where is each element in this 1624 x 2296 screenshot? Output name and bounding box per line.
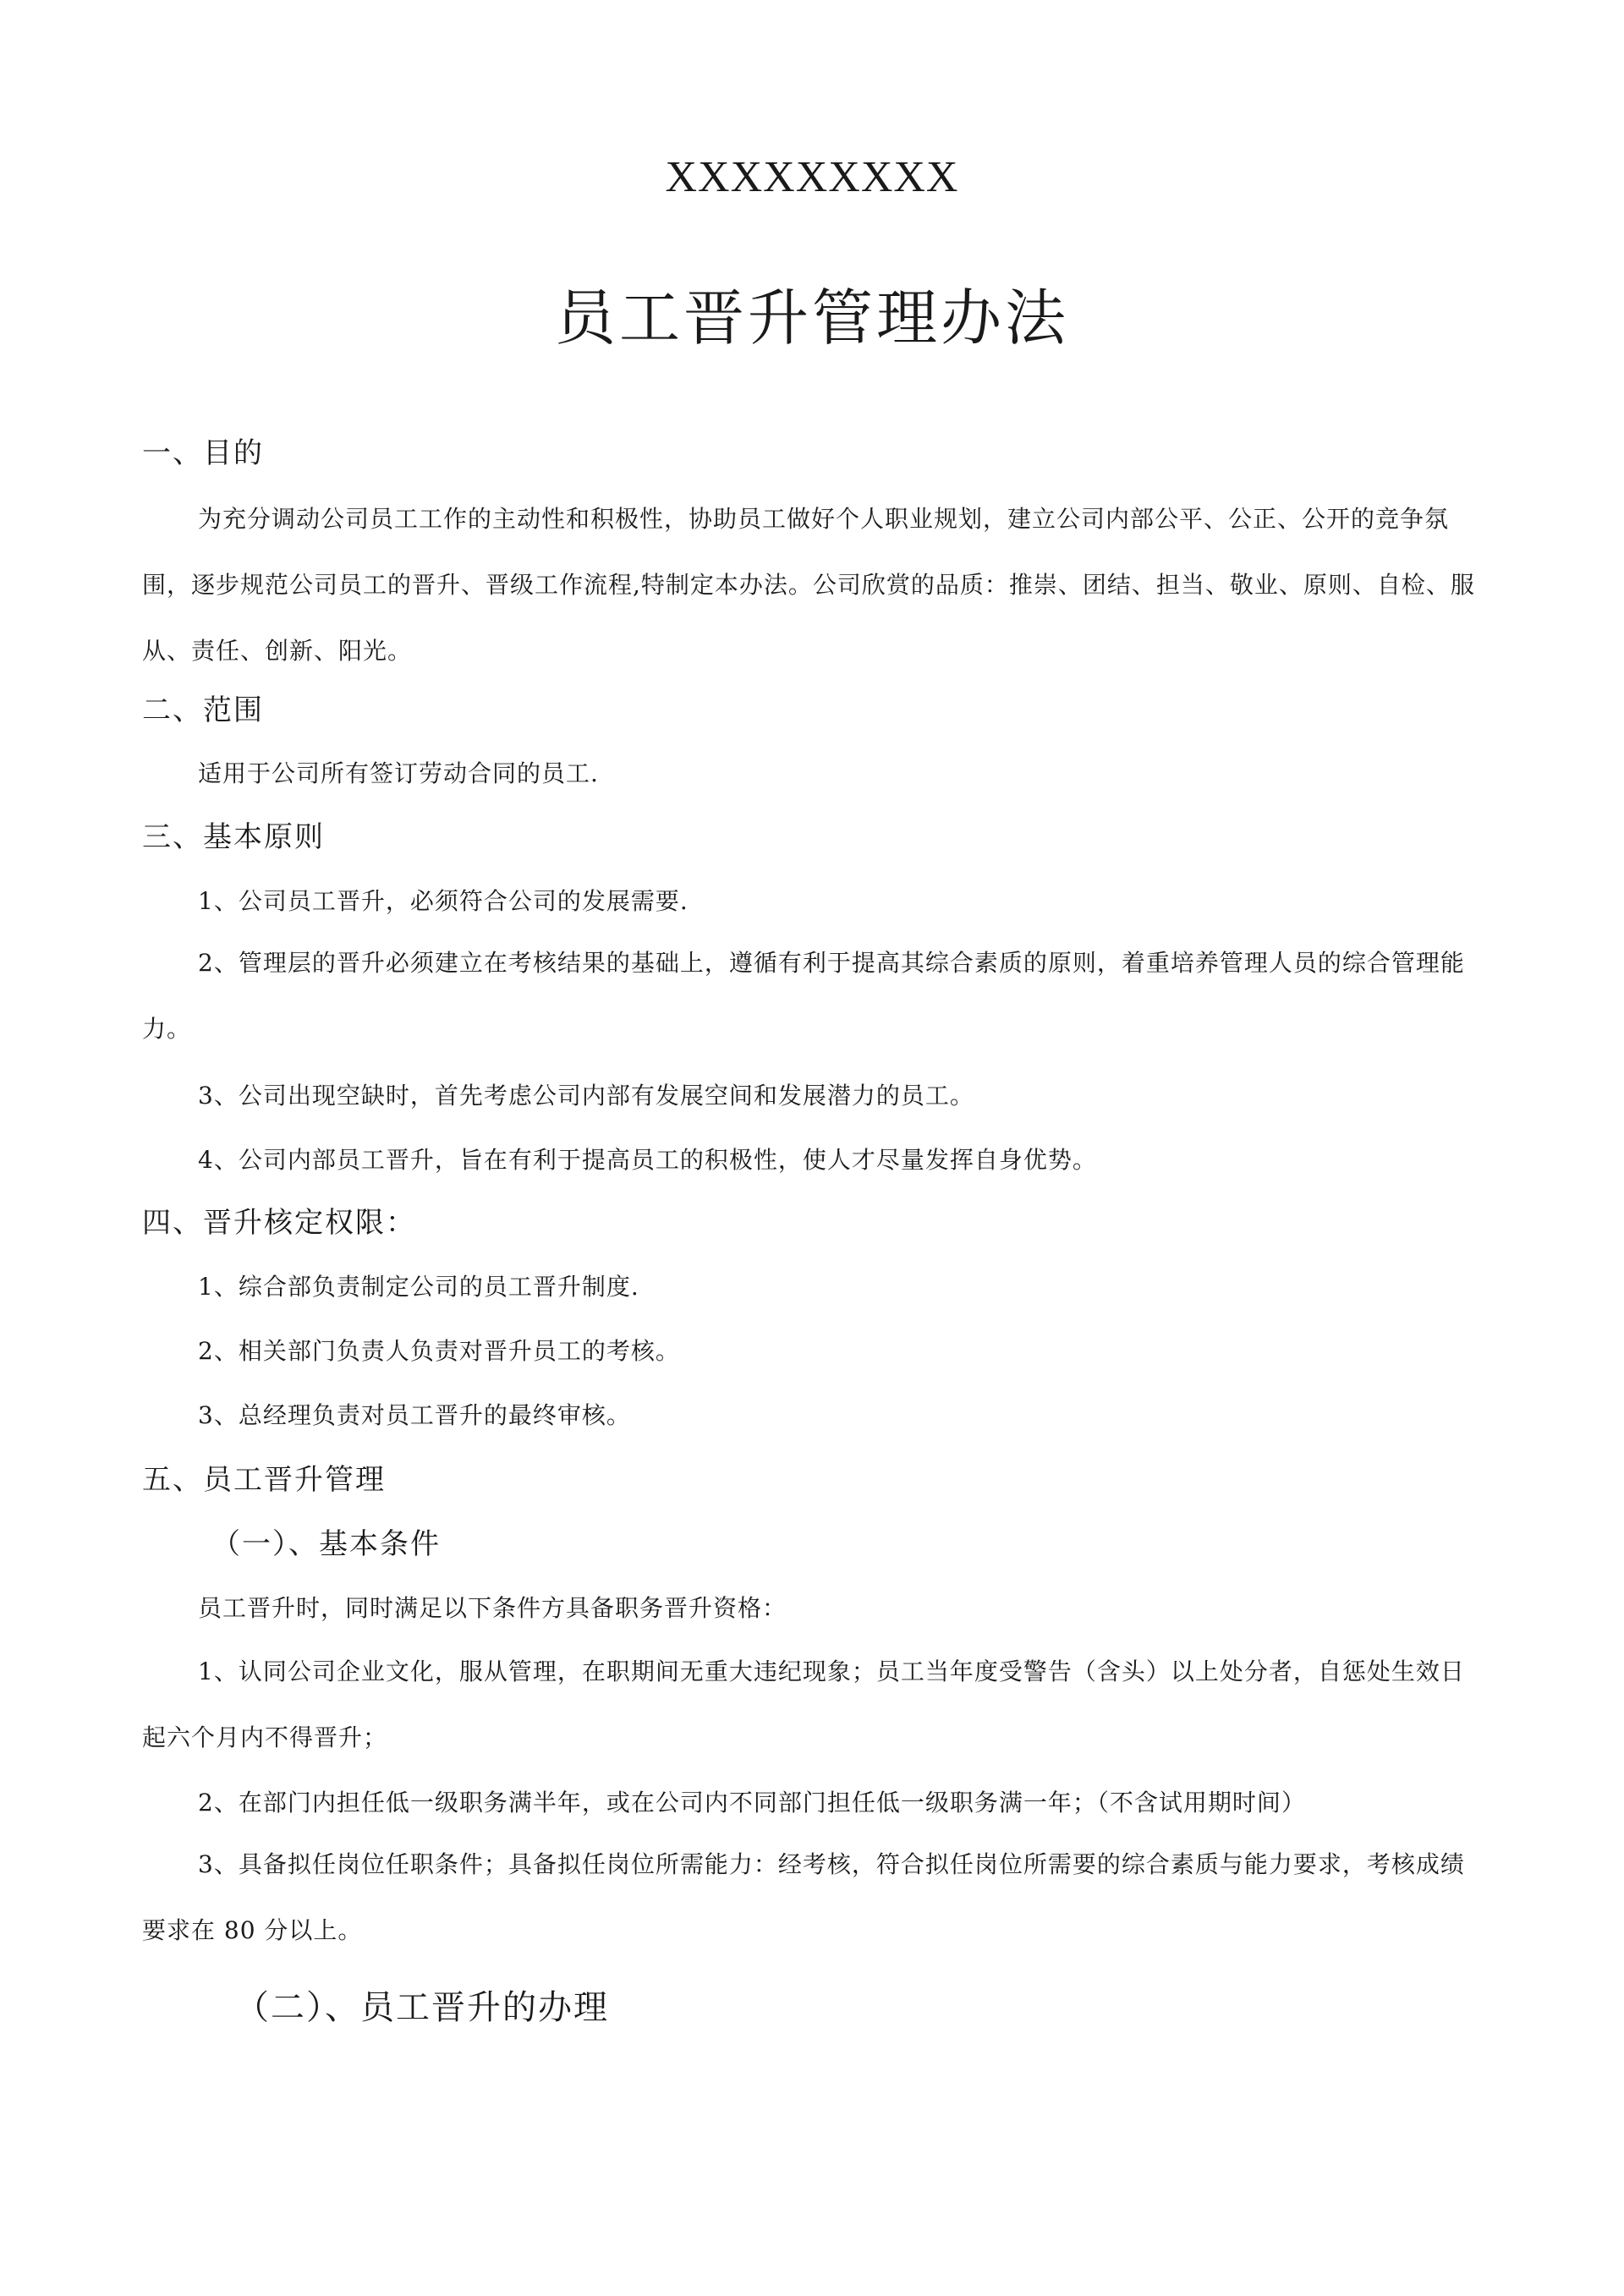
section-heading-scope: 二、范围 [142,693,264,727]
document-title: 员工晋升管理办法 [554,282,1069,353]
section-heading-principles: 三、基本原则 [142,820,325,854]
authority-item-2: 2、相关部门负责人负责对晋升员工的考核。 [198,1337,680,1365]
company-name: XXXXXXXXX [665,153,959,201]
purpose-paragraph: 为充分调动公司员工工作的主动性和积极性，协助员工做好个人职业规划，建立公司内部公平、公正、公开的竞争氛围，逐步规范公司员工的晋升、晋级工作流程,特制定本办法。公司欣赏的品质：推崇、团结、担当、敬业、原则、自检、服从、责任、创新、阳光。 [142,505,1475,665]
section-heading-authority: 四、晋升核定权限： [142,1206,416,1240]
subsection-heading-conditions: （一）、基本条件 [211,1527,441,1561]
principle-item-1: 1、公司员工晋升，必须符合公司的发展需要. [198,887,689,915]
authority-item-1: 1、综合部负责制定公司的员工晋升制度. [198,1273,639,1301]
section-heading-purpose: 一、目的 [142,436,264,470]
section-heading-management: 五、员工晋升管理 [142,1463,386,1497]
condition-item-3: 3、具备拟任岗位任职条件；具备拟任岗位所需能力：经考核，符合拟任岗位所需要的综合素质与能力要求，考核成绩要求在 80 分以上。 [142,1850,1465,1944]
principle-item-3: 3、公司出现空缺时，首先考虑公司内部有发展空间和发展潜力的员工。 [198,1082,974,1110]
condition-item-1: 1、认同公司企业文化，服从管理，在职期间无重大违纪现象；员工当年度受警告（含头）以上处分者，自惩处生效日起六个月内不得晋升； [142,1658,1465,1751]
scope-paragraph: 适用于公司所有签订劳动合同的员工. [198,759,599,787]
principle-item-4: 4、公司内部员工晋升，旨在有利于提高员工的积极性，使人才尽量发挥自身优势。 [198,1146,1097,1174]
authority-item-3: 3、总经理负责对员工晋升的最终审核。 [198,1401,631,1429]
condition-item-2: 2、在部门内担任低一级职务满半年，或在公司内不同部门担任低一级职务满一年；（不含试用期时间） [198,1789,1306,1817]
principle-item-2: 2、管理层的晋升必须建立在考核结果的基础上，遵循有利于提高其综合素质的原则，着重培养管理人员的综合管理能力。 [142,949,1465,1043]
subsection-heading-procedure: （二）、员工晋升的办理 [235,1988,609,2027]
conditions-intro: 员工晋升时，同时满足以下条件方具备职务晋升资格： [198,1594,787,1622]
